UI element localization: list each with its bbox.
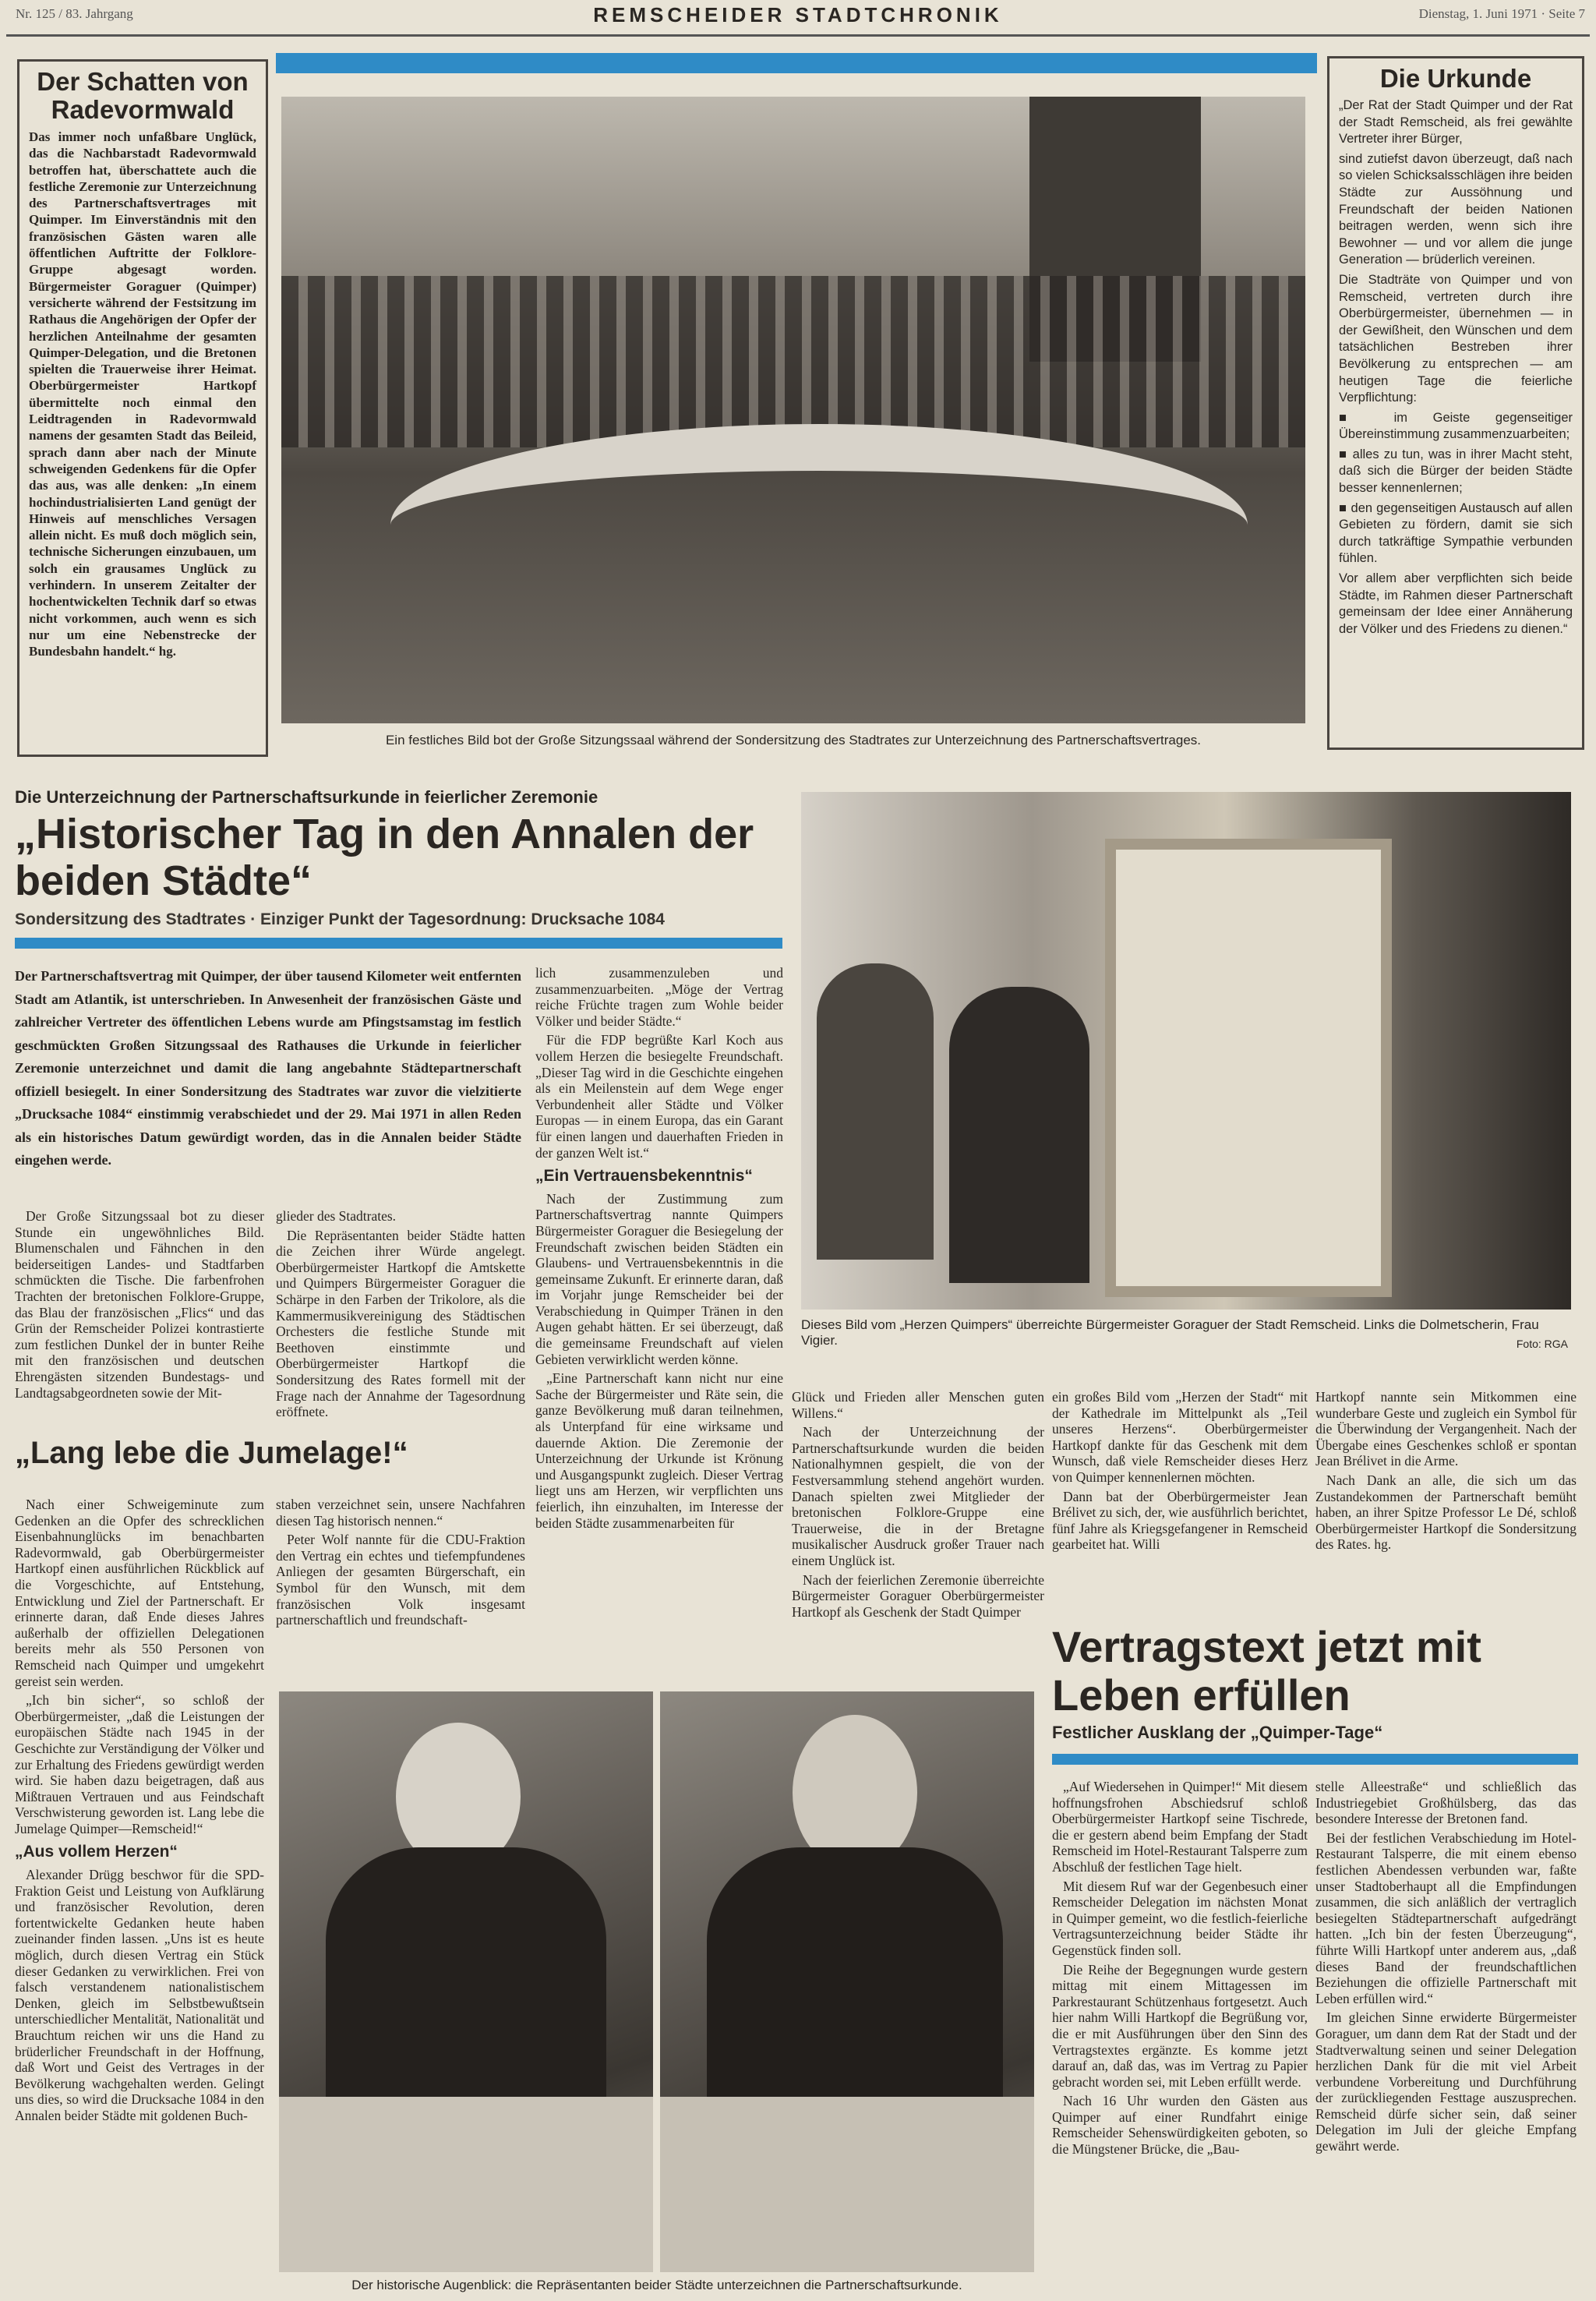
- paragraph: Nach der Unterzeichnung der Partnerschaftsurkunde wurden die beiden Nationalhymnen gespielt, die von der Festversammlung stehend angehört wurden. Danach spielten zwei Mitglieder der bretonischen Folklore-Gruppe eine Trauerweise, die in der Bretagne musikalischer Ausdruck großer Trauer nach einem Unglück ist.: [792, 1424, 1044, 1568]
- paragraph: Bei der festlichen Verabschiedung im Hotel-Restaurant Talsperre, die mit einem ebenso festlichen Abendessen verbunden war, faßte unser Stadtoberhaupt all die Empfindungen zusammen, die sich anläßlich der vertraglich besiegelten Städtepartnerschaft aufgedrängt hatten. „Ich bin der festen Überzeugung“, führte Willi Hartkopf unter anderem aus, „daß dieses Band der freundschaftlichen Beziehungen die offizielle Partnerschaft mit Leben erfüllen wird.“: [1315, 1829, 1577, 2006]
- paragraph: Mit diesem Ruf war der Gegenbesuch einer Remscheider Delegation im nächsten Monat in Quimper gemeint, wo die festlich-feierliche Vertragsunterzeichnung beider Städte ihr Gegenstück finden soll.: [1052, 1878, 1308, 1958]
- document-table: [279, 2097, 653, 2272]
- box-paragraph: sind zutiefst davon überzeugt, daß nach so vielen Schicksalsschlägen ihre beiden Städte zur Aussöhnung und Freundschaft der beiden Nationen beitragen werden, wenn sich ihre Bewohner — und vor allem die junge Generation — brüderlich vereinen.: [1339, 151, 1573, 267]
- paragraph: „Eine Partnerschaft kann nicht nur eine Sache der Bürgermeister und Räte sein, die ganze Bevölkerung muß daran teilnehmen, als Unterpfand für eine wirksame und dauernde Aktion. Die Zeremonie der Unterzeichnung der Urkunde ist Krönung und Ausgangspunkt zugleich. Dieser Vertrag liegt uns am Herzen, wir verpflichten uns feierlich, ihn einzuhalten, im Interesse der beiden Städte zusammenarbeiten für: [535, 1370, 783, 1531]
- box-paragraph: Vor allem aber verpflichten sich beide Städte, im Rahmen dieser Partnerschaft gemeinsam der Idee einer Annäherung der Völker und des Friedens zu dienen.“: [1339, 571, 1573, 636]
- paragraph: Glück und Frieden aller Menschen guten Willens.“: [792, 1389, 1044, 1421]
- subheading: „Ein Vertrauensbekenntnis“: [535, 1167, 753, 1186]
- photo-credit: Foto: RGA: [1516, 1338, 1568, 1350]
- paragraph: lich zusammenzuleben und zusammenzuarbeiten. „Möge der Vertrag reiche Früchte tragen zum Wohle beider Völker und beider Städte.“: [535, 965, 783, 1029]
- paragraph: Hartkopf nannte sein Mitkommen eine wunderbare Geste und zugleich ein Symbol für die Überwindung der Vergangenheit. Nach der Übergabe eines Geschenkes schloß er spontan Jean Brélivet in die Arme.: [1315, 1389, 1577, 1469]
- article-headline: Vertragstext jetzt mit Leben erfüllen: [1052, 1622, 1481, 1720]
- accent-bar: [276, 53, 1317, 73]
- person: [817, 963, 934, 1260]
- article-headline: „Historischer Tag in den Annalen der beiden Städte“: [15, 811, 754, 904]
- article-column: [1052, 1389, 1308, 1607]
- issue-number: Nr. 125 / 83. Jahrgang: [16, 6, 133, 21]
- paragraph: ein großes Bild vom „Herzen der Stadt“ mit der Kathedrale im Mittelpunkt als „Teil unseres Herzens“. Oberbürgermeister Hartkopf dankte für das Geschenk mit dem Wunsch, daß viele Remscheider dieses Herz von Quimper kennenlernen möchten.: [1052, 1389, 1308, 1485]
- article-column: [1315, 1779, 1577, 2297]
- box-title: Die Urkunde: [1379, 64, 1532, 93]
- suit: [326, 1847, 606, 2105]
- photo-caption: Der historische Augenblick: die Repräsentanten beider Städte unterzeichnen die Partnerschaftsurkunde.: [351, 2278, 962, 2292]
- signing-photo-left: [279, 1691, 653, 2272]
- intro-text: Der Partnerschaftsvertrag mit Quimper, der über tausend Kilometer weit entfernten Stadt am Atlantik, ist unterschrieben. In Anwesenheit der französischen Gäste und zahlreicher Vertreter des öffentlichen Lebens wurde am Pfingstsamstag im festlich geschmückten Großen Sitzungssaal des Rathauses die Urkunde in feierlicher Zeremonie unterzeichnet und damit die lang angebahnte Städtepartnerschaft offiziell besiegelt. In einer Sondersitzung des Stadtrates war zuvor die vielzitierte „Drucksache 1084“ einstimmig verabschiedet und der 29. Mai 1971 in allen Reden als ein historisches Datum gewürdigt worden, das in die Annalen beider Städte eingehen werde.: [15, 968, 521, 1168]
- paragraph: Nach Dank an alle, die sich um das Zustandekommen der Partnerschaft bemüht haben, an ihrer Spitze Professor Le Dé, schloß Oberbürgermeister Hartkopf die Sondersitzung des Rates. hg.: [1315, 1472, 1577, 1553]
- accent-bar: [1052, 1754, 1578, 1765]
- box-paragraph: ■ alles zu tun, was in ihrer Macht steht, daß sich die Bürger der beiden Städte besser kennenlernen;: [1339, 447, 1573, 496]
- council-table: [390, 424, 1248, 627]
- article-column: [1052, 1779, 1308, 2297]
- box-paragraph: Die Stadträte von Quimper und von Remscheid, vertreten durch ihre Oberbürgermeister, übernehmen — in der Gewißheit, den Wünschen und dem tatsächlichen Bestreben ihrer Bevölkerung zu entsprechen — am heutigen Tage die feierliche Verpflichtung:: [1339, 272, 1573, 405]
- box-title: Der Schatten von Radevormwald: [37, 67, 249, 124]
- paragraph: Im gleichen Sinne erwiderte Bürgermeister Goraguer, um dann dem Rat der Stadt und der Stadtverwaltung seinen und seiner Delegation herzlichen Dank für die mit viel Arbeit verbundene Vorbereitung und Durchführung der zurückliegenden Festtage auszusprechen. Remscheid dürfe sicher sein, daß seiner Delegation im Juli der gleiche Empfang gewährt werde.: [1315, 2009, 1577, 2154]
- box-paragraph: „Der Rat der Stadt Quimper und der Rat der Stadt Remscheid, als frei gewählte Vertreter ihrer Bürger,: [1339, 98, 1573, 147]
- issue-date: Dienstag, 1. Juni 1971 · Seite 7: [1418, 6, 1585, 21]
- paragraph: „Auf Wiedersehen in Quimper!“ Mit diesem hoffnungsfrohen Abschiedsruf schloß Oberbürgermeister Hartkopf seine Tischrede, die er gestern abend beim Empfang der Stadt Remscheid im Hotel-Restaurant Talsperre zum Abschluß der festlichen Tage hielt.: [1052, 1779, 1308, 1875]
- paragraph: „Ich bin sicher“, so schloß der Oberbürgermeister, „daß die Leistungen der europäischen Städte nach 1945 in der Geschichte zur Verständigung der Völker und zur Erhaltung des Friedens gewürdigt werden wird. Sie haben dazu beigetragen, daß aus Mißtrauen Vertrauen und aus Feindschaft Verschwisterung geworden ist. Lang lebe die Jumelage Quimper—Remscheid!“: [15, 1692, 264, 1836]
- paragraph: Für die FDP begrüßte Karl Koch aus vollem Herzen die besiegelte Freundschaft. „Dieser Tag wird in die Geschichte eingehen als ein Meilenstein auf dem Wege enger Verbundenheit aller Städte und Völker Europas — in einem Europa, das ein Garant für einen langen und dauerhaften Frieden in der ganzen Welt ist.“: [535, 1032, 783, 1161]
- sidebar-box-urkunde: [1327, 56, 1584, 750]
- article-column: [15, 1497, 264, 2296]
- gift-painting-photo: [801, 792, 1571, 1310]
- paragraph: Nach der feierlichen Zeremonie überreichte Bürgermeister Goraguer Oberbürgermeister Hartkopf als Geschenk der Stadt Quimper: [792, 1571, 1044, 1620]
- photo-caption: Dieses Bild vom „Herzen Quimpers“ überreichte Bürgermeister Goraguer der Stadt Remscheid. Links die Dolmetscherin, Frau Vigier.: [801, 1317, 1539, 1348]
- article-subline: Sondersitzung des Stadtrates · Einziger Punkt der Tagesordnung: Drucksache 1084: [15, 910, 665, 928]
- paragraph: Nach der Zustimmung zum Partnerschaftsvertrag nannte Quimpers Bürgermeister Goraguer die Besiegelung der Freundschaft zwischen beiden Städten ein Glaubens- und Vertrauensbekenntnis in die gemeinsame Zukunft. Er erinnerte daran, daß im Vorjahr junge Remscheider bei der Verabschiedung in Quimper Tränen in den Augen gehabt hätten. Er sei überzeugt, daß die gemeinsame Freundschaft auf vielen Gebieten verwirklicht werden könne.: [535, 1190, 783, 1367]
- paragraph: staben verzeichnet sein, unsere Nachfahren diesen Tag historisch nennen.“: [276, 1497, 525, 1529]
- section-headline: „Lang lebe die Jumelage!“: [15, 1436, 408, 1470]
- article-column: [15, 1208, 264, 1411]
- box-paragraph: ■ den gegenseitigen Austausch auf allen Gebieten zu fördern, damit sie sich durch tatkräftige Sympathie verbunden fühlen.: [1339, 500, 1573, 566]
- paragraph: stelle Alleestraße“ und schließlich das Industriegebiet Großhülsberg, das das besondere Interesse der Bretonen fand.: [1315, 1779, 1577, 1827]
- article-subline: Festlicher Ausklang der „Quimper-Tage“: [1052, 1723, 1383, 1742]
- newspaper-section-title: REMSCHEIDER STADTCHRONIK: [593, 3, 1003, 27]
- paragraph: Alexander Drügg beschwor für die SPD-Fraktion Geist und Leistung von Aufklärung und französischer Revolution, deren fortentwickelte Gedanken heute haben zueinander finden lassen. „Uns ist es heute möglich, durch diesen Vertrag ein Stück dieser Gedanken zu verwirklichen. Frei von falsch verstandenem nationalistischem Denken, gleich im Selbstbewußtsein unterschiedlicher Mentalität, Nationalität und Brauchtum reichen wir uns die Hand zu brüderlicher Freundschaft in der Hoffnung, daß Wort und Geist des Vertrages in der Bevölkerung wachgehalten werden. Gelingt uns dies, so wird die Drucksache 1084 in den Annalen beider Städte mit goldenen Buch-: [15, 1867, 264, 2123]
- signing-photo-right: [660, 1691, 1034, 2272]
- article-column: [276, 1208, 525, 1420]
- article-column: [1315, 1389, 1577, 1607]
- painting: [1105, 839, 1392, 1297]
- article-column: [276, 1497, 525, 1628]
- paragraph: Nach 16 Uhr wurden den Gästen aus Quimper auf einer Rundfahrt einige Remscheider Sehenswürdigkeiten geboten, so die Müngstener Brücke, die „Bau-: [1052, 2093, 1308, 2158]
- document-table: [660, 2097, 1034, 2272]
- header-rule: [6, 34, 1590, 37]
- council-session-photo: [281, 97, 1305, 723]
- person: [949, 987, 1089, 1283]
- article-column: [535, 965, 783, 1624]
- paragraph: glieder des Stadtrates.: [276, 1208, 397, 1224]
- paragraph: Die Repräsentanten beider Städte hatten die Zeichen ihrer Würde angelegt. Oberbürgermeister Hartkopf die Amtskette und Quimpers Bürgermeister Goraguer die Schärpe in den Farben der Trikolore, als die Kammermusikvereinigung des Städtischen Orchesters die festliche Stunde mit Beethoven einstimmte und Oberbürgermeister Hartkopf die Sondersitzung des Rates formell mit der Frage nach der Annahme der Tagesordnung eröffnete.: [276, 1227, 525, 1420]
- accent-bar: [15, 938, 782, 949]
- article-intro: [15, 965, 521, 1199]
- sidebar-box-radevormwald: [17, 59, 268, 757]
- audience-rows: [281, 276, 1305, 447]
- photo-caption: Ein festliches Bild bot der Große Sitzungssaal während der Sondersitzung des Stadtrates zur Unterzeichnung des Partnerschaftsvertrages.: [385, 733, 1202, 748]
- box-text: Das immer noch unfaßbare Unglück, das die Nachbarstadt Radevormwald betroffen hat, überschattete auch die festliche Zeremonie zur Unterzeichnung des Partnerschaftsvertrages mit Quimper. Im Einverständnis mit den französischen Gästen waren alle öffentlichen Auftritte der Folklore-Gruppe abgesagt worden. Bürgermeister Goraguer (Quimper) versicherte während der Festsitzung im Rathaus die Angehörigen der Opfer der herzlichen Anteilnahme der gesamten Quimper-Delegation, und die Bretonen spielten die Trauerweise ihrer Heimat. Oberbürgermeister Hartkopf übermittelte noch einmal den Leidtragenden in Radevormwald namens der gesamten Stadt das Beileid, sprach dann aber nach der Minute schweigenden Gedenkens für die Opfer das aus, was alle denken: „In einem hochindustrialisierten Land genügt der Hinweis auf menschliches Versagen allein nicht. Es muß doch möglich sein, technische Sicherungen einzubauen, um solch ein grausames Unglück zu verhindern. In unserem Zeitalter der hochentwickelten Technik darf so etwas nicht vorkommen, auch wenn es sich nur um eine Nebenstrecke der Bundesbahn handelt.“ hg.: [29, 129, 256, 659]
- article-kicker: Die Unterzeichnung der Partnerschaftsurkunde in feierlicher Zeremonie: [15, 787, 598, 807]
- box-paragraph: ■ im Geiste gegenseitiger Übereinstimmung zusammenzuarbeiten;: [1339, 410, 1573, 442]
- article-column: [792, 1389, 1044, 1620]
- paragraph: Dann bat der Oberbürgermeister Jean Brélivet zu sich, der, wie ausführlich berichtet, fünf Jahre als Kriegsgefangener in Remscheid gearbeitet hat. Willi: [1052, 1488, 1308, 1553]
- suit: [707, 1847, 1003, 2105]
- paragraph: Die Reihe der Begegnungen wurde gestern mittag mit einem Mittagessen im Parkrestaurant Schützenhaus fortgesetzt. Auch hier nahm Willi Hartkopf die Begrüßung vor, die er mit Ausführungen über den Sinn des Vertragstextes ergänzte. Es komme jetzt darauf an, daß das, was im Vertrag zu Papier gebracht worden sei, mit Leben erfüllt werde.: [1052, 1961, 1308, 2090]
- paragraph: Peter Wolf nannte für die CDU-Fraktion den Vertrag ein echtes und tiefempfundenes Anliegen der gesamten Bürgerschaft, ein Symbol für den Wunsch, mit dem französischen Volk insgesamt partnerschaftlich und freundschaft-: [276, 1532, 525, 1628]
- subheading: „Aus vollem Herzen“: [15, 1843, 178, 1861]
- paragraph: Der Große Sitzungssaal bot zu dieser Stunde ein ungewöhnliches Bild. Blumenschalen und Fähnchen in den beiderseitigen Landes- und Stadtfarben schmückten die Tische. Die farbenfrohen Trachten der bretonischen Folklore-Gruppe, das Blau der französischen „Flics“ und das Grün der Remscheider Polizei kontrastierte zum festlichen Dunkel der in bunter Reihe mit den französischen und deutschen Ehrengästen sitzenden Bundestags- und Landtagsabgeordneten sowie der Mit-: [15, 1208, 264, 1401]
- paragraph: Nach einer Schweigeminute zum Gedenken an die Opfer des schrecklichen Eisenbahnunglücks im benachbarten Radevormwald, gab Oberbürgermeister Hartkopf einen ausführlichen Rückblick auf die Vorgeschichte, auf Entstehung, Entwicklung und Ziel der Partnerschaft. Er erinnerte daran, daß Ende dieses Jahres außerhalb der offiziellen Delegationen bereits mehr als 550 Personen von Remscheid nach Quimper und umgekehrt gereist sein werden.: [15, 1497, 264, 1689]
